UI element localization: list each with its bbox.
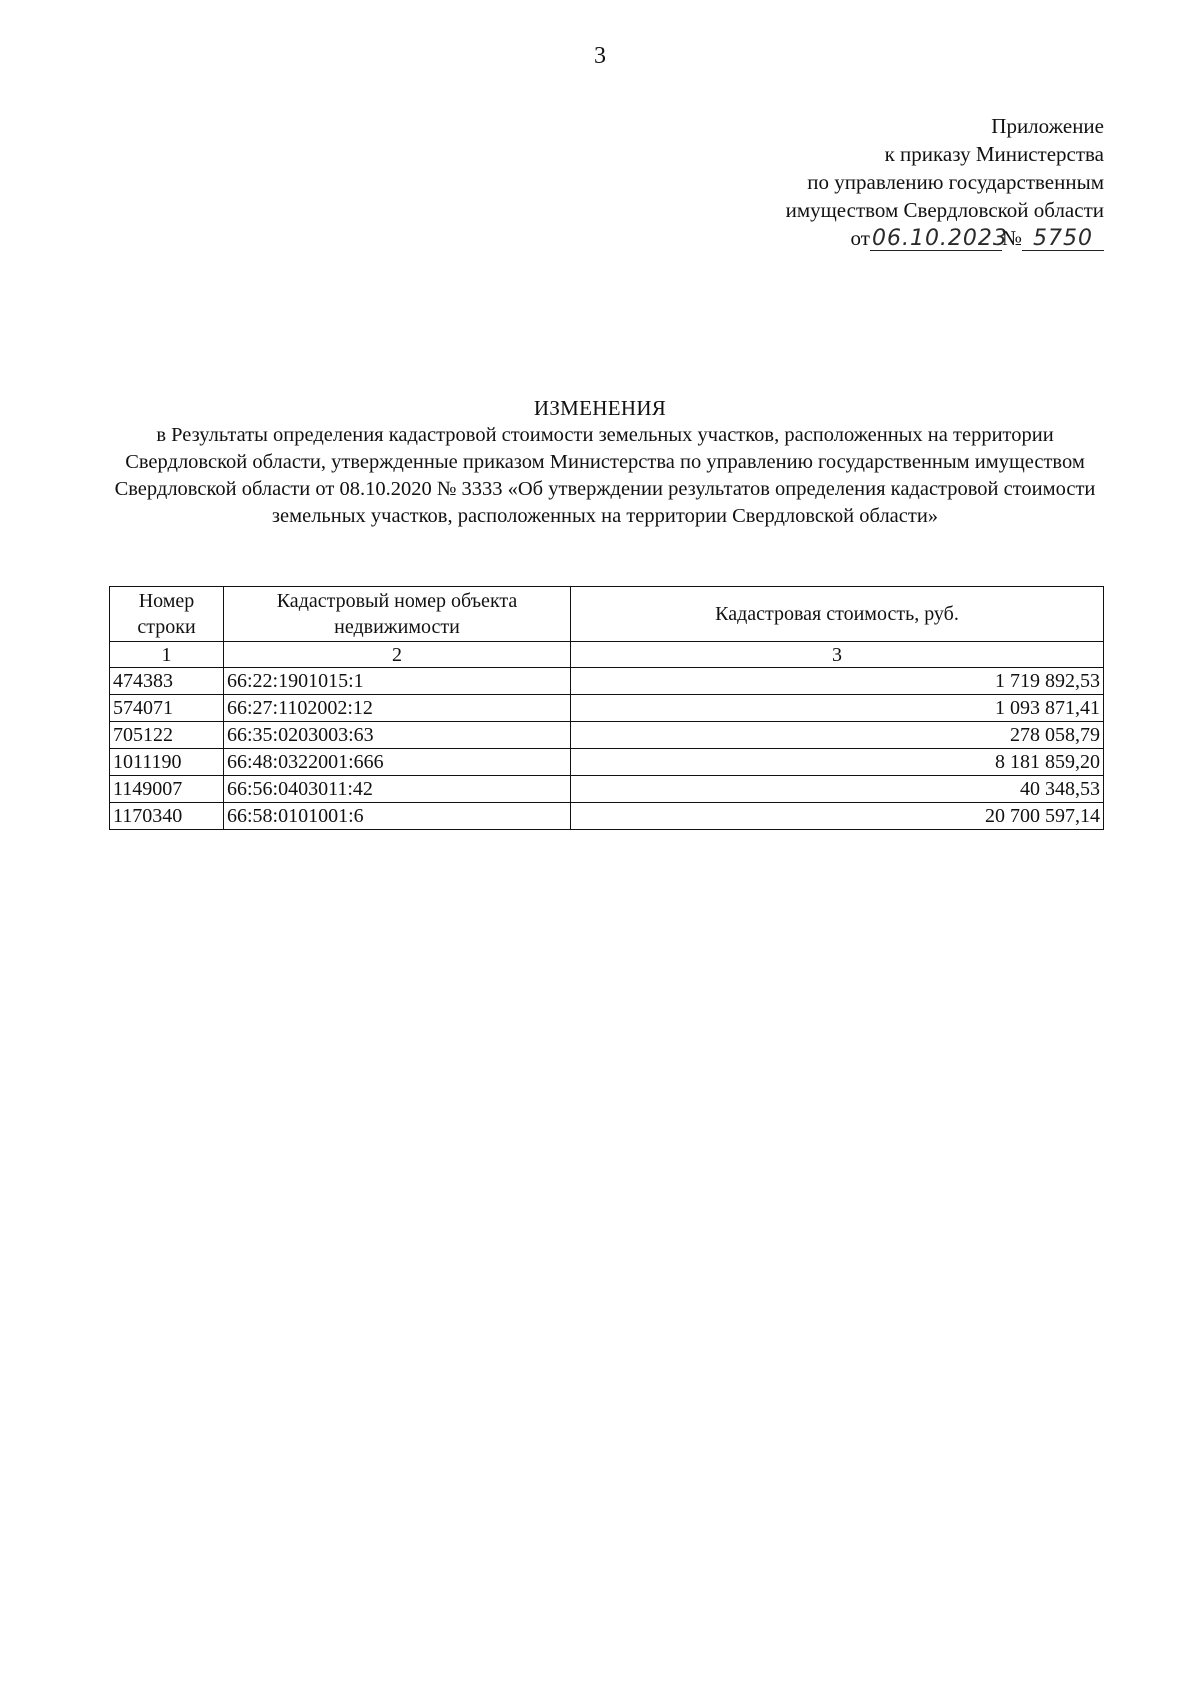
appendix-line: имуществом Свердловской области xyxy=(785,198,1104,222)
cadastral-number-cell: 66:22:1901015:1 xyxy=(224,668,571,695)
appendix-line: Приложение xyxy=(991,114,1104,138)
table-row xyxy=(110,749,1104,776)
table-row xyxy=(110,722,1104,749)
column-number: 3 xyxy=(571,642,1104,668)
column-number: 1 xyxy=(110,642,224,668)
cadastral-number-cell: 66:56:0403011:42 xyxy=(224,776,571,803)
row-number-cell: 1149007 xyxy=(110,776,224,803)
table-row xyxy=(110,668,1104,695)
date-prefix: от xyxy=(850,226,870,250)
number-sign: № xyxy=(1001,226,1022,250)
row-number-cell: 1170340 xyxy=(110,803,224,830)
cadastral-value-cell: 1 719 892,53 xyxy=(571,668,1104,695)
appendix-line: к приказу Министерства xyxy=(884,142,1104,166)
cadastral-number-cell: 66:48:0322001:666 xyxy=(224,749,571,776)
table-row xyxy=(110,803,1104,830)
table-row xyxy=(110,776,1104,803)
appendix-block xyxy=(684,112,1104,252)
row-number-cell: 574071 xyxy=(110,695,224,722)
cadastral-number-cell: 66:35:0203003:63 xyxy=(224,722,571,749)
header-cadastral-value: Кадастровая стоимость, руб. xyxy=(571,587,1104,642)
header-row-number: Номер строки xyxy=(110,587,224,642)
handwritten-date: 06.10.2023 xyxy=(871,226,1008,251)
cadastral-value-cell: 8 181 859,20 xyxy=(571,749,1104,776)
cadastral-value-cell: 40 348,53 xyxy=(571,776,1104,803)
column-number: 2 xyxy=(224,642,571,668)
cadastral-value-cell: 1 093 871,41 xyxy=(571,695,1104,722)
table-header-row xyxy=(110,587,1104,642)
row-number-cell: 705122 xyxy=(110,722,224,749)
row-number-cell: 1011190 xyxy=(110,749,224,776)
table-row xyxy=(110,695,1104,722)
cadastral-number-cell: 66:58:0101001:6 xyxy=(224,803,571,830)
header-cadastral-number: Кадастровый номер объекта недвижимости xyxy=(224,587,571,642)
cadastral-value-cell: 20 700 597,14 xyxy=(571,803,1104,830)
cadastral-value-cell: 278 058,79 xyxy=(571,722,1104,749)
row-number-cell: 474383 xyxy=(110,668,224,695)
appendix-line: по управлению государственным xyxy=(807,170,1104,194)
document-subtitle: в Результаты определения кадастровой стоимости земельных участков, расположенных на территории Свердловской области, утвержденные приказом Министерства по управлению государственным имуществом Свердловской области от 08.10.2020 № 3333 «Об утверждении результатов определения кадастровой стоимости земельных участков, расположенных на территории Свердловской области» xyxy=(114,424,1096,527)
document-title: ИЗМЕНЕНИЯ xyxy=(533,396,667,420)
appendix-date-line xyxy=(684,224,1104,252)
cadastral-values-table xyxy=(109,586,1104,830)
table-column-numbers-row xyxy=(110,642,1104,668)
handwritten-number: 5750 xyxy=(1022,228,1104,251)
page-number: 3 xyxy=(594,43,606,69)
cadastral-number-cell: 66:27:1102002:12 xyxy=(224,695,571,722)
